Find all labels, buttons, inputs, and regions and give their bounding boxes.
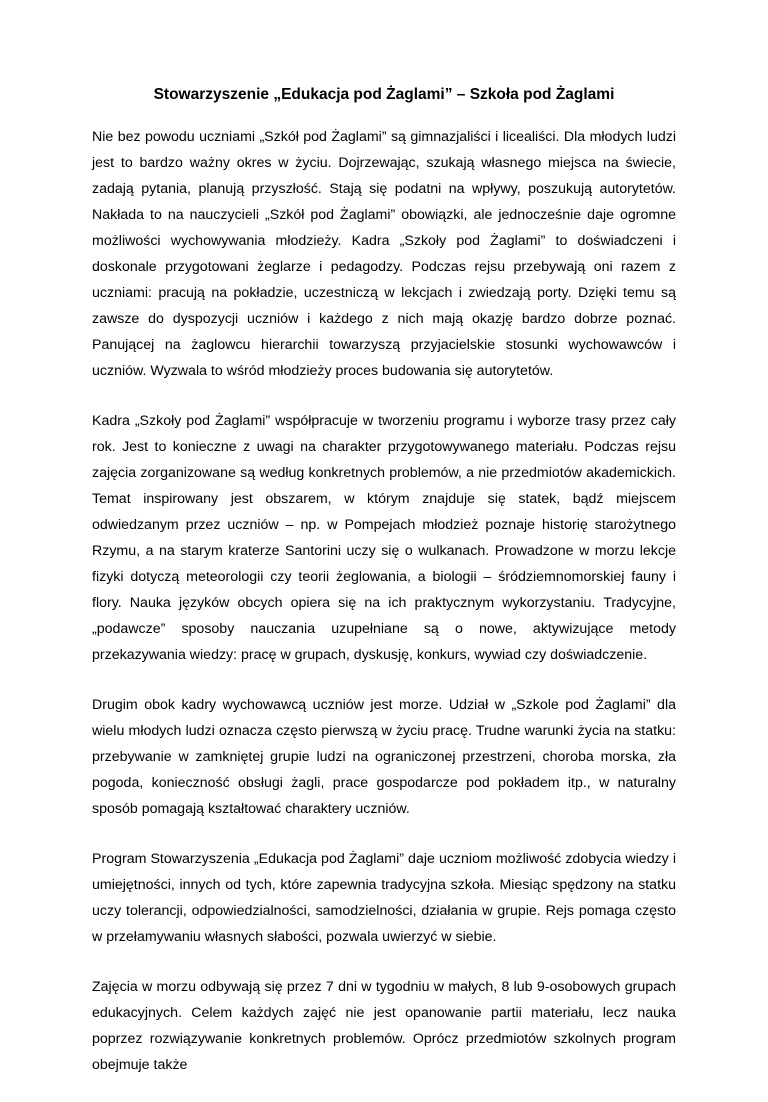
document-page <box>92 0 676 1102</box>
paragraph-3: Drugim obok kadry wychowawcą uczniów jest morze. Udział w „Szkole pod Żaglami” dla wielu młodych ludzi oznacza często pierwszą w życiu pracę. Trudne warunki życia na statku: przebywanie w zamkniętej grupie ludzi na ograniczonej przestrzeni, choroba morska, zła pogoda, konieczność obsługi żagli, prace gospodarcze pod pokładem itp., w naturalny sposób pomagają kształtować charaktery uczniów. <box>92 697 676 817</box>
paragraph-2: Kadra „Szkoły pod Żaglami” współpracuje w tworzeniu programu i wyborze trasy przez cały rok. Jest to konieczne z uwagi na charakter przygotowywanego materiału. Podczas rejsu zajęcia zorganizowane są według konkretnych problemów, a nie przedmiotów akademickich. Temat inspirowany jest obszarem, w którym znajduje się statek, bądź miejscem odwiedzanym przez uczniów – np. w Pompejach młodzież poznaje historię starożytnego Rzymu, a na starym kraterze Santorini uczy się o wulkanach. Prowadzone w morzu lekcje fizyki dotyczą meteorologii czy teorii żeglowania, a biologii – śródziemnomorskiej fauny i flory. Nauka języków obcych opiera się na ich praktycznym wykorzystaniu. Tradycyjne, „podawcze” sposoby nauczania uzupełniane są o nowe, aktywizujące metody przekazywania wiedzy: pracę w grupach, dyskusję, konkurs, wywiad czy doświadczenie. <box>92 413 676 663</box>
document-title: Stowarzyszenie „Edukacja pod Żaglami” – Szkoła pod Żaglami <box>153 86 615 103</box>
paragraph-1: Nie bez powodu uczniami „Szkół pod Żaglami” są gimnazjaliści i licealiści. Dla młodych ludzi jest to bardzo ważny okres w życiu. Dojrzewając, szukają własnego miejsca na świecie, zadają pytania, planują przyszłość. Stają się podatni na wpływy, poszukują autorytetów. Nakłada to na nauczycieli „Szkół pod Żaglami” obowiązki, ale jednocześnie daje ogromne możliwości wychowywania młodzieży. Kadra „Szkoły pod Żaglami” to doświadczeni i doskonale przygotowani żeglarze i pedagodzy. Podczas rejsu przebywają oni razem z uczniami: pracują na pokładzie, uczestniczą w lekcjach i zwiedzają porty. Dzięki temu są zawsze do dyspozycji uczniów i każdego z nich mają okazję bardzo dobrze poznać. Panującej na żaglowcu hierarchii towarzyszą przyjacielskie stosunki wychowawców i uczniów. Wyzwala to wśród młodzieży proces budowania się autorytetów. <box>92 129 676 379</box>
paragraph-4: Program Stowarzyszenia „Edukacja pod Żaglami” daje uczniom możliwość zdobycia wiedzy i umiejętności, innych od tych, które zapewnia tradycyjna szkoła. Miesiąc spędzony na statku uczy tolerancji, odpowiedzialności, samodzielności, działania w grupie. Rejs pomaga często w przełamywaniu własnych słabości, pozwala uwierzyć w siebie. <box>92 851 676 945</box>
document-body <box>92 124 676 1078</box>
paragraph-5: Zajęcia w morzu odbywają się przez 7 dni w tygodniu w małych, 8 lub 9-osobowych grupach edukacyjnych. Celem każdych zajęć nie jest opanowanie partii materiału, lecz nauka poprzez rozwiązywanie konkretnych problemów. Oprócz przedmiotów szkolnych program obejmuje także <box>92 979 676 1073</box>
